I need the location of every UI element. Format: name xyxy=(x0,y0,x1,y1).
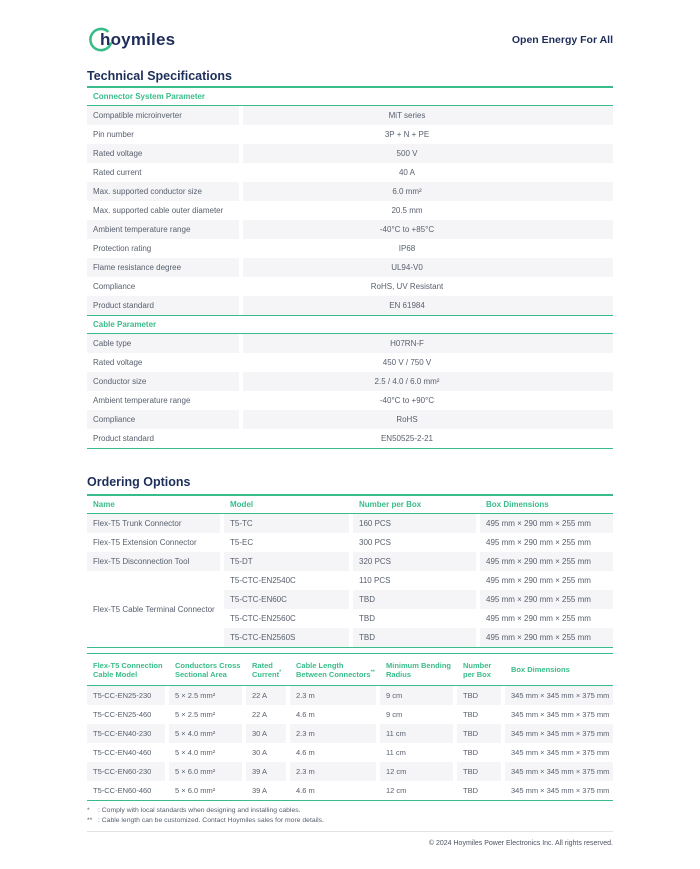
table-cell: 495 mm × 290 mm × 255 mm xyxy=(480,590,613,609)
table-cell: 345 mm × 345 mm × 375 mm xyxy=(511,786,610,795)
row-value: 20.5 mm xyxy=(391,206,423,215)
table-cell: T5-CC-EN25-460 xyxy=(93,710,152,719)
table-cell: T5-CTC-EN2560C xyxy=(230,614,296,623)
column-header: Number per Box xyxy=(463,660,492,679)
table-cell: 5 × 4.0 mm² xyxy=(169,724,242,743)
row-label: Protection rating xyxy=(93,244,152,253)
table-row xyxy=(87,258,613,277)
column-header: Box Dimensions xyxy=(486,499,549,509)
table-row xyxy=(87,743,613,762)
row-label: Pin number xyxy=(93,130,134,139)
ordering-table-cables xyxy=(87,653,613,801)
row-value: MiT series xyxy=(243,106,613,125)
table-cell: 5 × 6.0 mm² xyxy=(169,762,242,781)
table-cell: 11 cm xyxy=(386,748,406,757)
row-label: Conductor size xyxy=(87,372,239,391)
row-value: 40 A xyxy=(398,168,415,177)
footnote-marker: ** xyxy=(87,817,93,824)
row-label: Max. supported conductor size xyxy=(87,182,239,201)
table-cell: 300 PCS xyxy=(359,538,392,547)
table-row xyxy=(87,201,613,220)
row-label: Rated voltage xyxy=(87,144,239,163)
table-cell: 160 PCS xyxy=(353,514,476,533)
row-label: Ambient temperature range xyxy=(93,396,191,405)
table-row xyxy=(224,609,613,628)
parameter-group-header: Connector System Parameter xyxy=(87,88,613,106)
row-value: EN 61984 xyxy=(243,296,613,315)
table-cell: 5 × 2.5 mm² xyxy=(169,686,242,705)
spanning-row-group xyxy=(87,571,613,647)
table-row xyxy=(87,220,613,239)
table-row xyxy=(87,353,613,372)
column-header: Flex-T5 Connection Cable Model xyxy=(93,660,163,679)
table-cell: TBD xyxy=(463,710,478,719)
footnote xyxy=(87,816,613,826)
table-cell: TBD xyxy=(463,786,478,795)
row-value: IP68 xyxy=(398,244,416,253)
row-label: Cable type xyxy=(87,334,239,353)
column-header: Box Dimensions xyxy=(511,665,570,674)
table-cell: 495 mm × 290 mm × 255 mm xyxy=(486,538,591,547)
table-cell: 4.6 m xyxy=(296,710,315,719)
table-cell: 495 mm × 290 mm × 255 mm xyxy=(480,514,613,533)
row-value: H07RN-F xyxy=(243,334,613,353)
table-cell: 30 A xyxy=(252,748,268,757)
table-row xyxy=(87,552,613,571)
table-cell: T5-CTC-EN2540C xyxy=(230,576,296,585)
page-header xyxy=(87,25,613,61)
table-cell: 4.6 m xyxy=(296,748,315,757)
table-cell: 2.3 m xyxy=(290,686,376,705)
table-cell: 39 A xyxy=(252,786,268,795)
row-label: Rated voltage xyxy=(93,358,143,367)
table-cell: T5-CTC-EN60C xyxy=(224,590,349,609)
table-cell: 9 cm xyxy=(380,686,453,705)
column-header: Rated Current* xyxy=(252,660,282,679)
table-cell: 5 × 2.5 mm² xyxy=(175,710,216,719)
footnote-text: : Comply with local standards when designing and installing cables. xyxy=(98,807,301,814)
table-cell: 345 mm × 345 mm × 375 mm xyxy=(505,686,613,705)
row-label: Max. supported cable outer diameter xyxy=(93,206,224,215)
row-label: Product standard xyxy=(93,434,154,443)
table-row xyxy=(87,277,613,296)
table-row xyxy=(87,705,613,724)
table-row xyxy=(87,182,613,201)
row-label: Compatible microinverter xyxy=(87,106,239,125)
row-value: EN50525-2-21 xyxy=(380,434,434,443)
table-cell: T5-CTC-EN2560S xyxy=(224,628,349,647)
table-row xyxy=(224,571,613,590)
row-value: 6.0 mm² xyxy=(243,182,613,201)
row-label: Rated current xyxy=(93,168,142,177)
footnote-text: : Cable length can be customized. Contact Hoymiles sales for more details. xyxy=(98,817,324,824)
table-header-row xyxy=(87,496,613,514)
footnote-marker: * xyxy=(279,669,282,675)
table-cell: 22 A xyxy=(246,686,286,705)
row-value: UL94-V0 xyxy=(243,258,613,277)
table-row xyxy=(87,334,613,353)
table-row xyxy=(224,590,613,609)
table-cell: T5-CC-EN40-460 xyxy=(93,748,152,757)
column-header: Model xyxy=(230,499,254,509)
row-value: RoHS xyxy=(243,410,613,429)
footnote-marker: * xyxy=(87,807,90,814)
table-cell: T5-CC-EN60-230 xyxy=(87,762,165,781)
row-label: Product standard xyxy=(87,296,239,315)
row-value: 2.5 / 4.0 / 6.0 mm² xyxy=(243,372,613,391)
table-cell: 5 × 4.0 mm² xyxy=(175,748,216,757)
table-cell: 345 mm × 345 mm × 375 mm xyxy=(511,710,610,719)
table-row xyxy=(87,163,613,182)
ordering-table-connectors xyxy=(87,496,613,648)
row-value: RoHS, UV Resistant xyxy=(370,282,444,291)
table-cell: Flex-T5 Trunk Connector xyxy=(87,514,220,533)
table-row xyxy=(87,410,613,429)
table-cell: Flex-T5 Extension Connector xyxy=(93,538,197,547)
table-cell: 30 A xyxy=(246,724,286,743)
table-cell: TBD xyxy=(457,724,501,743)
table-row xyxy=(87,781,613,800)
table-cell: TBD xyxy=(457,686,501,705)
table-cell: 39 A xyxy=(246,762,286,781)
table-cell: 345 mm × 345 mm × 375 mm xyxy=(505,724,613,743)
table-cell: 110 PCS xyxy=(359,576,391,585)
table-cell: 12 cm xyxy=(380,762,453,781)
table-row xyxy=(87,372,613,391)
technical-specifications-table xyxy=(87,88,613,449)
parameter-group-header: Cable Parameter xyxy=(87,316,613,334)
table-row xyxy=(87,125,613,144)
row-label: Compliance xyxy=(87,410,239,429)
table-cell: TBD xyxy=(353,590,476,609)
table-row xyxy=(87,239,613,258)
row-value: 3P + N + PE xyxy=(384,130,430,139)
table-cell: TBD xyxy=(463,748,478,757)
table-cell: T5-DT xyxy=(224,552,349,571)
footnote-marker: ** xyxy=(370,669,375,675)
row-value: 500 V xyxy=(243,144,613,163)
parameter-group xyxy=(87,315,613,448)
table-cell: 2.3 m xyxy=(290,762,376,781)
table-header-row xyxy=(87,654,613,686)
ordering-options-title: Ordering Options xyxy=(87,475,613,496)
tech-specs-title: Technical Specifications xyxy=(87,69,613,88)
footnotes xyxy=(87,806,613,826)
logo-text: hoymiles xyxy=(100,29,176,49)
table-cell: 11 cm xyxy=(380,724,453,743)
table-row xyxy=(87,106,613,125)
table-cell: T5-EC xyxy=(230,538,254,547)
footer-divider xyxy=(87,831,613,832)
spanning-row-cells xyxy=(224,571,613,647)
table-row xyxy=(87,686,613,705)
table-row xyxy=(87,144,613,163)
parameter-group xyxy=(87,88,613,315)
row-value: -40°C to +90°C xyxy=(379,396,435,405)
table-cell: T5-TC xyxy=(224,514,349,533)
table-row xyxy=(87,724,613,743)
table-cell: 345 mm × 345 mm × 375 mm xyxy=(505,762,613,781)
table-cell: 495 mm × 290 mm × 255 mm xyxy=(480,552,613,571)
table-cell: 495 mm × 290 mm × 255 mm xyxy=(486,614,591,623)
table-row xyxy=(87,514,613,533)
footnote xyxy=(87,806,613,816)
column-header: Minimum Bending Radius xyxy=(386,660,451,679)
table-cell: TBD xyxy=(359,614,375,623)
row-value: -40°C to +85°C xyxy=(243,220,613,239)
table-cell: Flex-T5 Disconnection Tool xyxy=(87,552,220,571)
column-header: Conductors Cross Sectional Area xyxy=(175,660,241,679)
table-cell: TBD xyxy=(457,762,501,781)
row-value: 450 V / 750 V xyxy=(382,358,432,367)
table-cell: 9 cm xyxy=(386,710,403,719)
table-cell: 5 × 6.0 mm² xyxy=(175,786,216,795)
column-header: Name xyxy=(93,499,115,509)
table-cell: T5-CC-EN40-230 xyxy=(87,724,165,743)
hoymiles-logo xyxy=(87,25,175,54)
table-cell: 4.6 m xyxy=(296,786,315,795)
table-row xyxy=(87,391,613,410)
table-cell: 495 mm × 290 mm × 255 mm xyxy=(486,576,591,585)
table-row xyxy=(224,628,613,647)
table-cell: 22 A xyxy=(252,710,268,719)
table-row xyxy=(87,533,613,552)
row-label: Ambient temperature range xyxy=(87,220,239,239)
table-cell: T5-CC-EN60-460 xyxy=(93,786,152,795)
spanning-row-label: Flex-T5 Cable Terminal Connector xyxy=(87,571,220,647)
brand-tagline: Open Energy For All xyxy=(511,34,613,46)
table-cell: 320 PCS xyxy=(353,552,476,571)
column-header: Cable Length Between Connectors** xyxy=(296,660,375,679)
table-cell: 345 mm × 345 mm × 375 mm xyxy=(511,748,610,757)
table-cell: TBD xyxy=(353,628,476,647)
table-cell: 495 mm × 290 mm × 255 mm xyxy=(480,628,613,647)
row-label: Compliance xyxy=(93,282,136,291)
table-cell: 12 cm xyxy=(386,786,407,795)
column-header: Number per Box xyxy=(359,499,422,509)
table-cell: T5-CC-EN25-230 xyxy=(87,686,165,705)
row-label: Flame resistance degree xyxy=(87,258,239,277)
table-row xyxy=(87,429,613,448)
table-row xyxy=(87,296,613,315)
table-row xyxy=(87,762,613,781)
table-cell: 2.3 m xyxy=(290,724,376,743)
copyright: © 2024 Hoymiles Power Electronics Inc. All rights reserved. xyxy=(428,840,613,847)
